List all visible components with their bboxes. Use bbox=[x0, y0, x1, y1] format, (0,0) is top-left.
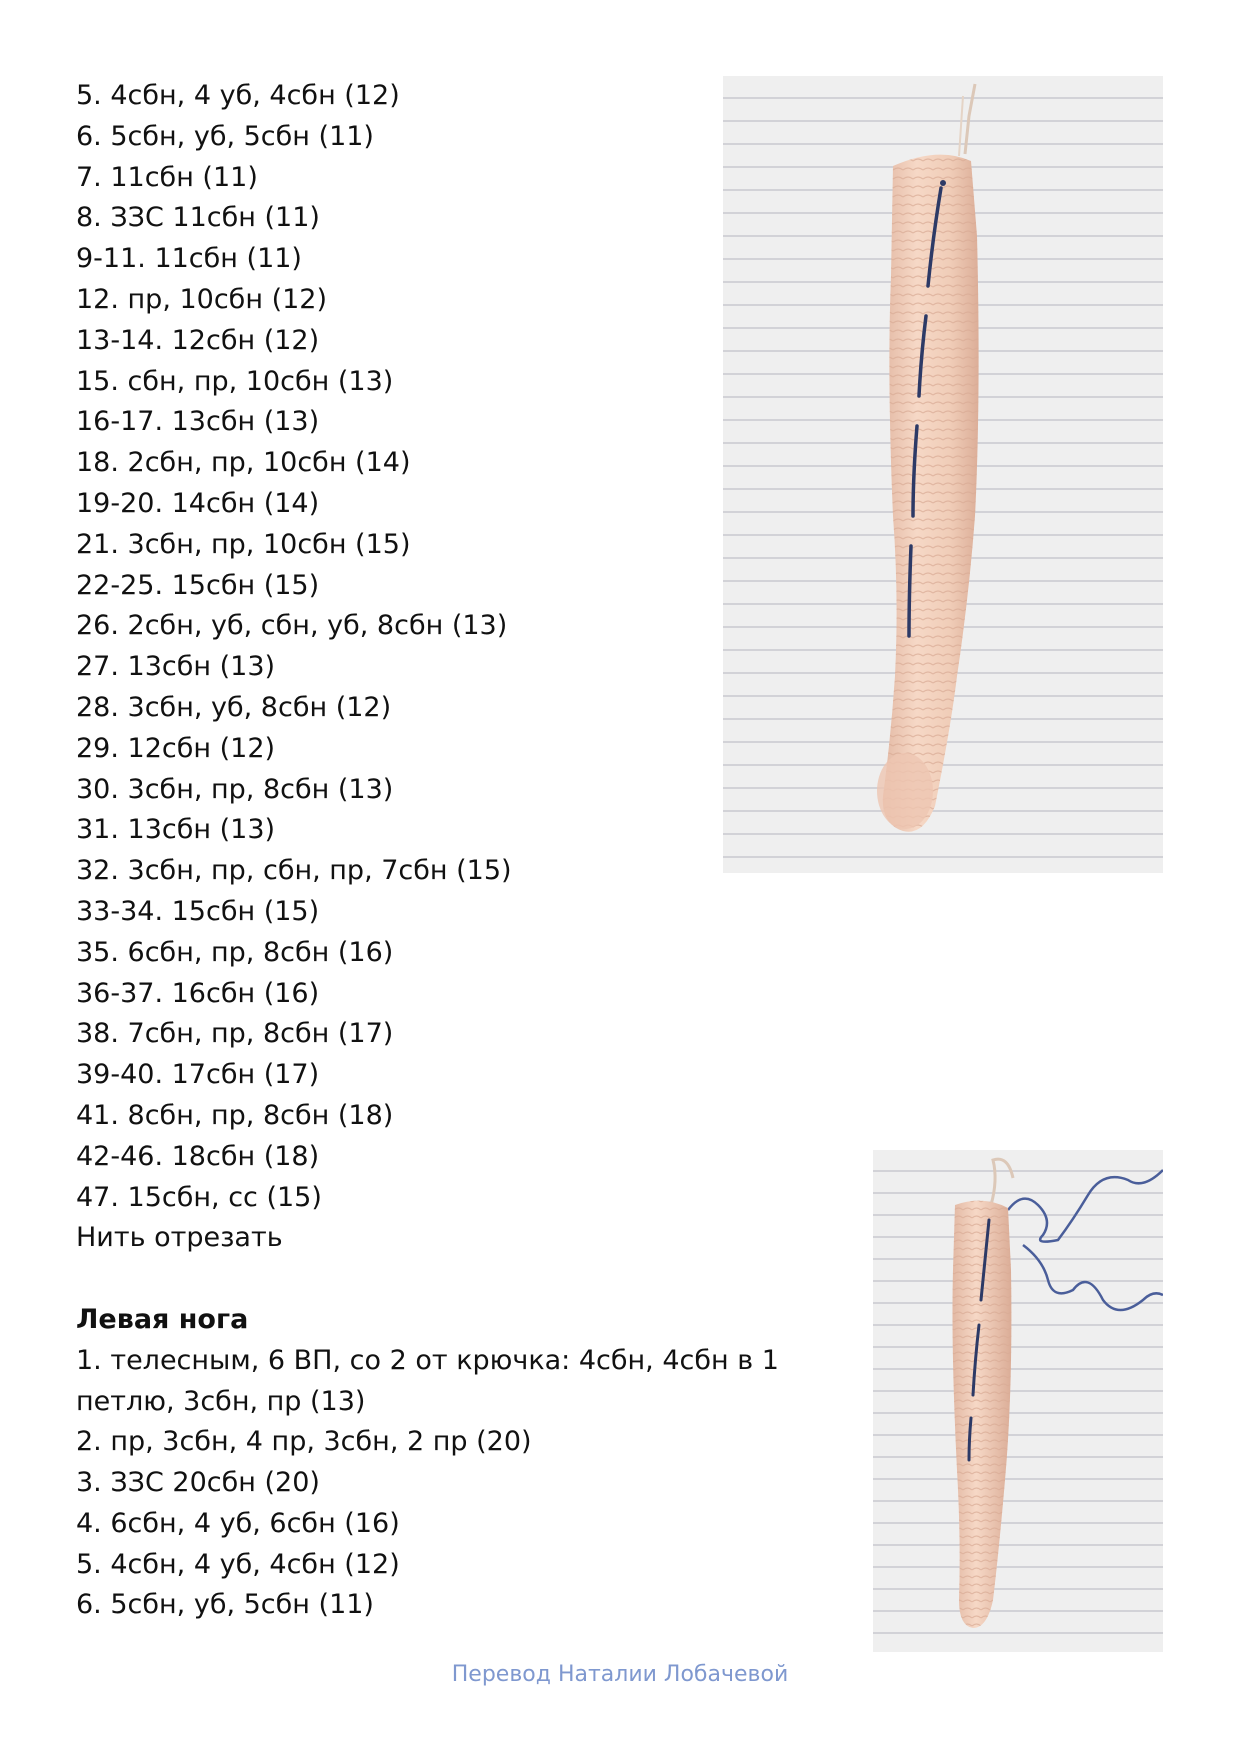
crochet-leg-with-thread-image bbox=[873, 1150, 1163, 1652]
pattern-row: 15. сбн, пр, 10сбн (13) bbox=[76, 365, 394, 397]
pattern-row: 39-40. 17сбн (17) bbox=[76, 1059, 320, 1091]
pattern-row: 30. 3сбн, пр, 8сбн (13) bbox=[76, 773, 394, 805]
pattern-row: 22-25. 15сбн (15) bbox=[76, 569, 320, 601]
pattern-row: 47. 15сбн, сс (15) bbox=[76, 1181, 322, 1213]
pattern-row: 5. 4сбн, 4 уб, 4сбн (12) bbox=[76, 80, 400, 111]
pattern-row: 3. ЗЗС 20сбн (20) bbox=[76, 1467, 320, 1499]
crochet-leg-image bbox=[723, 76, 1163, 873]
pattern-row: 2. пр, 3сбн, 4 пр, 3сбн, 2 пр (20) bbox=[76, 1426, 532, 1458]
pattern-row: 28. 3сбн, уб, 8сбн (12) bbox=[76, 691, 392, 723]
pattern-row: 31. 13сбн (13) bbox=[76, 814, 276, 846]
pattern-row: 8. ЗЗС 11сбн (11) bbox=[76, 202, 320, 234]
pattern-row: 7. 11сбн (11) bbox=[76, 161, 258, 193]
pattern-row: 16-17. 13сбн (13) bbox=[76, 406, 320, 438]
pattern-row: 19-20. 14сбн (14) bbox=[76, 487, 320, 519]
pattern-text-column bbox=[76, 76, 779, 1626]
pattern-row: 26. 2сбн, уб, сбн, уб, 8сбн (13) bbox=[76, 610, 508, 642]
pattern-row: 5. 4сбн, 4 уб, 4сбн (12) bbox=[76, 1548, 400, 1580]
pattern-row: 6. 5сбн, уб, 5сбн (11) bbox=[76, 120, 374, 152]
pattern-row: 35. 6сбн, пр, 8сбн (16) bbox=[76, 936, 394, 968]
pattern-row: 33-34. 15сбн (15) bbox=[76, 895, 320, 927]
pattern-row: 4. 6сбн, 4 уб, 6сбн (16) bbox=[76, 1507, 400, 1539]
pattern-row: 1. телесным, 6 ВП, со 2 от крючка: 4сбн, 4сбн в 1 bbox=[76, 1344, 779, 1376]
pattern-row: Нить отрезать bbox=[76, 1222, 283, 1254]
pattern-row: 41. 8сбн, пр, 8сбн (18) bbox=[76, 1099, 394, 1131]
pattern-row: 38. 7сбн, пр, 8сбн (17) bbox=[76, 1018, 394, 1050]
leg-photo-left bbox=[873, 1150, 1163, 1652]
translator-credit: Перевод Наталии Лобачевой bbox=[451, 1662, 789, 1687]
pattern-row: 42-46. 18сбн (18) bbox=[76, 1140, 320, 1172]
section-title-left-leg: Левая нога bbox=[76, 1303, 249, 1335]
pattern-row: петлю, 3сбн, пр (13) bbox=[76, 1385, 366, 1417]
pattern-row: 12. пр, 10сбн (12) bbox=[76, 283, 327, 315]
pattern-row: 32. 3сбн, пр, сбн, пр, 7сбн (15) bbox=[76, 855, 512, 887]
pattern-row: 36-37. 16сбн (16) bbox=[76, 977, 320, 1009]
leg-photo-right bbox=[723, 76, 1163, 873]
pattern-row: 27. 13сбн (13) bbox=[76, 651, 276, 683]
pattern-row: 21. 3сбн, пр, 10сбн (15) bbox=[76, 528, 411, 560]
pattern-row: 9-11. 11сбн (11) bbox=[76, 243, 302, 275]
pattern-row: 6. 5сбн, уб, 5сбн (11) bbox=[76, 1589, 374, 1621]
pattern-row: 29. 12сбн (12) bbox=[76, 732, 276, 764]
pattern-row: 18. 2сбн, пр, 10сбн (14) bbox=[76, 447, 411, 479]
section-gap bbox=[76, 1259, 776, 1300]
pattern-row: 13-14. 12сбн (12) bbox=[76, 324, 320, 356]
